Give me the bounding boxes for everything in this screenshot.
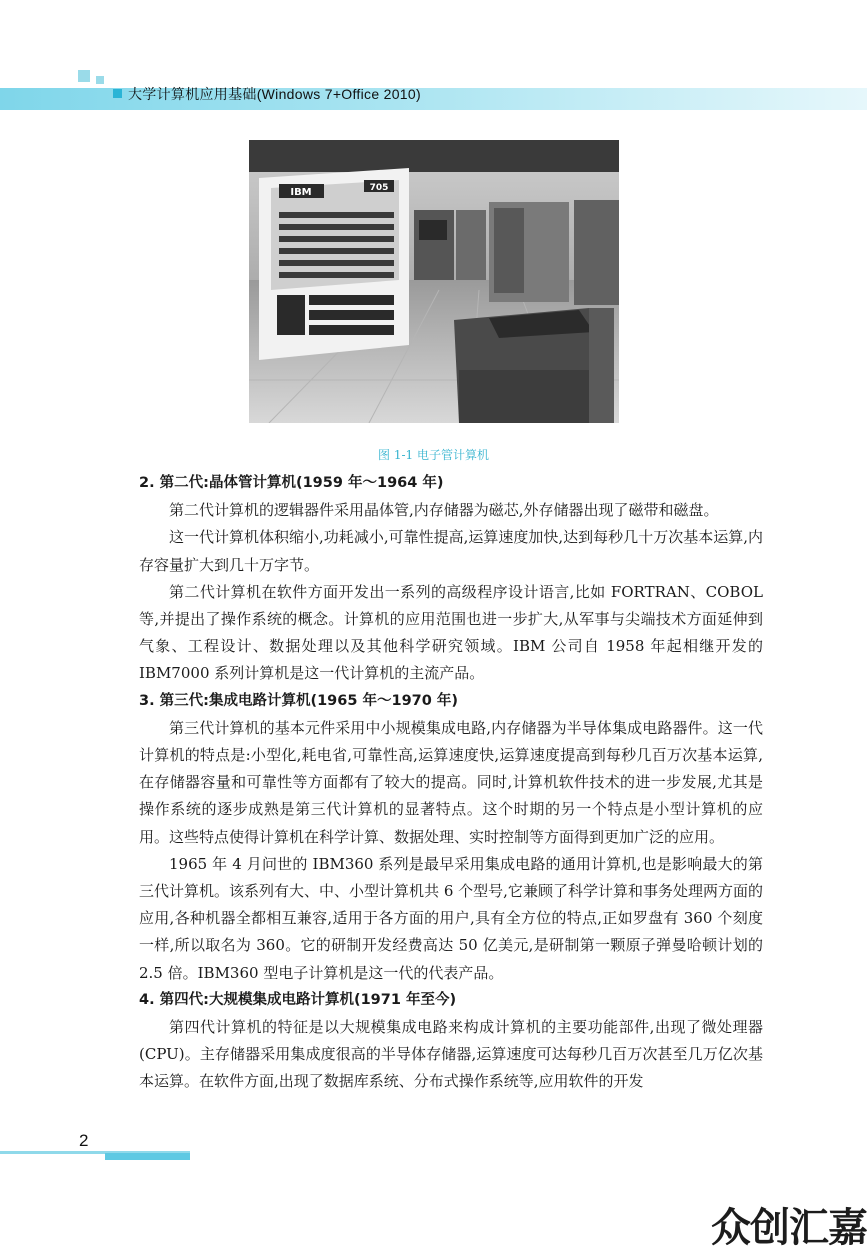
body-paragraph: 1965 年 4 月问世的 IBM360 系列是最早采用集成电路的通用计算机,也是影响最大的第三代计算机。该系列有大、中、小型计算机共 6 个型号,它兼顾了科学计算和事务处理两方面的应用,各种机器全都相互兼容,适用于各方面的用户,具有全方位的特点,正如罗盘有 360 个刻度一样,所以取名为 360。它的研制开发经费高达 50 亿美元,是研制第一颗原子弹曼哈顿计划的 2.5 倍。IBM360 型电子计算机是这一代的代表产品。 (139, 854, 763, 982)
header-decoration-square (96, 76, 104, 84)
section-heading: 3. 第三代:集成电路计算机(1965 年～1970 年) (139, 692, 459, 709)
page-number: 2 (79, 1131, 89, 1150)
section-heading: 2. 第二代:晶体管计算机(1959 年～1964 年) (139, 475, 444, 491)
header-bullet-icon (113, 89, 122, 98)
header-decoration-square (78, 70, 90, 82)
panel-model-text: 705 (369, 183, 389, 193)
body-paragraph: 这一代计算机体积缩小,功耗减小,可靠性提高,运算速度加快,达到每秒几十万次基本运算,内存容量扩大到几十万字节。 (139, 528, 763, 574)
body-paragraph: 第二代计算机在软件方面开发出一系列的高级程序设计语言,比如 FORTRAN、COBOL 等,并提出了操作系统的概念。计算机的应用范围也进一步扩大,从军事与尖端技术方面延伸到气象、工程设计、数据处理以及其他科学研究领域。IBM 公司自 1958 年起相继开发的 IBM7000 系列计算机是这一代计算机的主流产品。 (139, 582, 763, 683)
watermark-logo: 众创汇嘉 (711, 1205, 867, 1251)
ibm-mainframe-photo (249, 140, 619, 423)
body-paragraph: 第二代计算机的逻辑器件采用晶体管,内存储器为磁芯,外存储器出现了磁带和磁盘。 (169, 501, 719, 520)
footer-bar (105, 1153, 190, 1160)
running-header-title: 大学计算机应用基础(Windows 7+Office 2010) (128, 86, 421, 102)
panel-logo-text: IBM (290, 187, 312, 198)
body-paragraph: 第三代计算机的基本元件采用中小规模集成电路,内存储器为半导体集成电路器件。这一代计算机的特点是:小型化,耗电省,可靠性高,运算速度快,运算速度提高到每秒几百万次基本运算,在存储器容量和可靠性等方面都有了较大的提高。同时,计算机软件技术的进一步发展,尤其是操作系统的逐步成熟是第三代计算机的显著特点。这个时期的另一个特点是小型计算机的应用。这些特点使得计算机在科学计算、数据处理、实时控制等方面得到更加广泛的应用。 (139, 718, 763, 846)
figure-caption: 图 1-1 电子管计算机 (378, 448, 489, 462)
body-paragraph: 第四代计算机的特征是以大规模集成电路来构成计算机的主要功能部件,出现了微处理器(CPU)。主存储器采用集成度很高的半导体存储器,运算速度可达每秒几百万次甚至几万亿次基本运算。在软件方面,出现了数据库系统、分布式操作系统等,应用软件的开发 (139, 1018, 763, 1091)
page-body (139, 470, 763, 1096)
section-heading: 4. 第四代:大规模集成电路计算机(1971 年至今) (139, 991, 457, 1008)
